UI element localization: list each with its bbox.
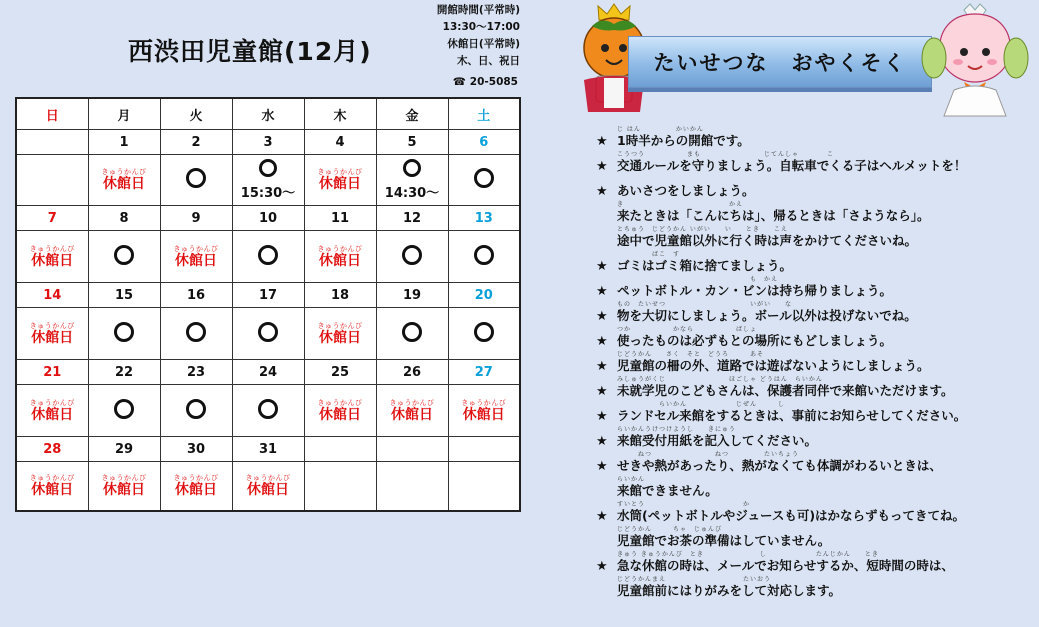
- star-bullet-icon: ★: [596, 184, 608, 199]
- calendar-status-cell: [160, 155, 232, 206]
- closed-days-label: 休館日(平常時): [447, 38, 520, 50]
- rule-line: [617, 226, 1036, 251]
- closed-day-label: [161, 246, 232, 268]
- rule-text: 途中で児童館以外に行く時は声をかけてくださいね。: [617, 233, 918, 248]
- rule-ruby: すいとう か: [617, 501, 751, 508]
- open-day-circle-icon: [186, 399, 206, 419]
- telephone-icon: ☎: [452, 76, 466, 88]
- calendar-date-cell: 28: [16, 437, 88, 462]
- closed-day-word: 休館日: [31, 329, 74, 346]
- rule-ruby: も かえ: [617, 276, 779, 283]
- calendar-status-cell: [448, 385, 520, 437]
- rule-ruby: とちゅう じどうかん いがい い とき こえ: [617, 226, 788, 233]
- closed-days-value: 木、日、祝日: [457, 55, 520, 67]
- star-bullet-icon: ★: [596, 384, 608, 399]
- rule-item: [596, 276, 1036, 301]
- rule-line: [617, 326, 1036, 351]
- rule-line: [617, 576, 1036, 601]
- star-bullet-icon: ★: [596, 309, 608, 324]
- calendar-status-cell: [376, 385, 448, 437]
- closed-day-ruby: きゅうかんび: [245, 474, 291, 482]
- closed-day-word: 休館日: [319, 252, 361, 269]
- peach-princess-mascot-icon: [920, 2, 1030, 117]
- rule-item: [596, 151, 1036, 176]
- rule-text: あいさつをしましょう。: [617, 183, 755, 198]
- calendar-date-cell: 31: [232, 437, 304, 462]
- calendar-date-cell: 15: [88, 283, 160, 308]
- calendar-status-cell: [88, 231, 160, 283]
- closed-day-word: 休館日: [31, 406, 74, 423]
- calendar-status-cell: [448, 155, 520, 206]
- rule-text: 来たときは「こんにちは」、帰るときは「さようなら」。: [617, 208, 930, 223]
- rule-item: [596, 301, 1036, 326]
- closed-day-ruby: きゅうかんび: [29, 398, 75, 407]
- weekday-sun: 日: [16, 98, 88, 130]
- rule-ruby: つか かなら ばしょ: [617, 326, 758, 333]
- open-time-label: 15:30〜: [240, 186, 296, 201]
- rule-text: ゴミはゴミ箱に捨てましょう。: [617, 258, 793, 273]
- promise-banner: [628, 36, 932, 88]
- calendar-status-cell: [448, 462, 520, 512]
- calendar-status-row: [16, 462, 520, 512]
- closed-day-ruby: きゅうかんび: [389, 398, 435, 407]
- rule-text: 使ったものは必ずもとの場所にもどしましょう。: [617, 333, 893, 348]
- calendar-status-cell: [376, 231, 448, 283]
- calendar-date-cell: 2: [160, 130, 232, 155]
- weekday-wed: 水: [232, 98, 304, 130]
- rule-ruby: きゅう きゅうかんび とき し たんじかん とき: [617, 551, 879, 558]
- calendar-status-cell: [304, 231, 376, 283]
- rule-ruby: らいかん じぜん し: [617, 401, 786, 408]
- rule-item: [596, 176, 1036, 251]
- open-time-label: 14:30〜: [384, 186, 440, 201]
- closed-day-label: [233, 475, 304, 497]
- rule-item: [596, 426, 1036, 451]
- calendar-status-cell: [448, 308, 520, 360]
- rule-item: [596, 501, 1036, 551]
- closed-day-label: [305, 246, 376, 268]
- rule-ruby: じどうかんまえ たいおう: [617, 576, 772, 583]
- calendar-status-cell: [160, 385, 232, 437]
- calendar-date-cell: 3: [232, 130, 304, 155]
- calendar-date-row: [16, 283, 520, 308]
- closed-day-word: 休館日: [462, 406, 505, 423]
- rule-item: [596, 376, 1036, 401]
- open-day-circle-icon: [403, 159, 421, 177]
- closed-day-word: 休館日: [247, 482, 289, 498]
- star-bullet-icon: ★: [596, 259, 608, 274]
- weekday-fri: 金: [376, 98, 448, 130]
- calendar-status-cell: [232, 155, 304, 206]
- closed-day-label: [377, 400, 448, 422]
- rule-text: ペットボトル・カン・ビンは持ち帰りましょう。: [617, 283, 893, 298]
- calendar-date-cell: 14: [16, 283, 88, 308]
- closed-day-ruby: きゅうかんび: [317, 398, 363, 407]
- calendar-status-cell: [88, 462, 160, 512]
- star-bullet-icon: ★: [596, 434, 608, 449]
- calendar-date-cell: 16: [160, 283, 232, 308]
- closed-day-ruby: きゅうかんび: [29, 474, 75, 482]
- calendar-date-cell: 19: [376, 283, 448, 308]
- calendar-date-cell: 25: [304, 360, 376, 385]
- rule-text: 来館受付用紙を記入してください。: [617, 433, 818, 448]
- calendar-date-cell: 26: [376, 360, 448, 385]
- calendar-date-cell: 7: [16, 206, 88, 231]
- closed-day-word: 休館日: [175, 252, 217, 269]
- calendar-date-cell: 23: [160, 360, 232, 385]
- rule-line: [617, 251, 1036, 276]
- closed-day-ruby: きゅうかんび: [29, 244, 75, 253]
- calendar-date-cell: 5: [376, 130, 448, 155]
- weekday-thu: 木: [304, 98, 376, 130]
- weekday-header-row: [16, 98, 520, 130]
- weekday-mon: 月: [88, 98, 160, 130]
- rule-line: [617, 301, 1036, 326]
- calendar-date-cell: [376, 437, 448, 462]
- calendar-date-cell: 12: [376, 206, 448, 231]
- closed-day-ruby: きゅうかんび: [317, 244, 363, 253]
- closed-day-label: [17, 475, 88, 497]
- star-bullet-icon: ★: [596, 284, 608, 299]
- calendar-status-cell: [232, 308, 304, 360]
- rule-ruby: じどうかん ちゃ じゅんび: [617, 526, 723, 533]
- closed-day-word: 休館日: [319, 406, 361, 423]
- calendar-status-cell: [16, 462, 88, 512]
- calendar-date-cell: 17: [232, 283, 304, 308]
- calendar-date-cell: [448, 437, 520, 462]
- calendar-date-cell: 1: [88, 130, 160, 155]
- rule-text: 1時半からの開館です。: [617, 133, 750, 148]
- calendar-status-cell: [88, 308, 160, 360]
- star-bullet-icon: ★: [596, 334, 608, 349]
- calendar-date-cell: 20: [448, 283, 520, 308]
- open-day-circle-icon: [259, 159, 277, 177]
- calendar-date-cell: 30: [160, 437, 232, 462]
- rule-line: [617, 401, 1036, 426]
- calendar-status-row: [16, 308, 520, 360]
- rule-line: [617, 451, 1036, 476]
- closed-day-label: [161, 475, 232, 497]
- calendar-status-cell: [376, 308, 448, 360]
- closed-day-label: [17, 323, 88, 345]
- closed-day-word: 休館日: [31, 482, 74, 498]
- rule-item: [596, 551, 1036, 601]
- calendar-status-cell: [232, 231, 304, 283]
- opening-hours-label: 開館時間(平常時): [436, 4, 520, 16]
- rule-text: 物を大切にしましょう。ボール以外は投げないでね。: [617, 308, 917, 323]
- calendar-date-cell: 21: [16, 360, 88, 385]
- closed-day-word: 休館日: [319, 329, 361, 346]
- rule-line: [617, 551, 1036, 576]
- calendar-date-row: [16, 130, 520, 155]
- page-title: 西渋田児童館(12月): [128, 37, 372, 66]
- rule-line: [617, 201, 1036, 226]
- closed-day-ruby: きゅうかんび: [461, 398, 507, 407]
- calendar-date-row: [16, 437, 520, 462]
- calendar-date-cell: 22: [88, 360, 160, 385]
- open-day-circle-icon: [186, 168, 206, 188]
- star-bullet-icon: ★: [596, 409, 608, 424]
- rule-item: [596, 326, 1036, 351]
- open-day-circle-icon: [186, 322, 206, 342]
- rule-line: [617, 476, 1036, 501]
- calendar-status-cell: [304, 462, 376, 512]
- rule-line: [617, 526, 1036, 551]
- rule-line: [617, 151, 1036, 176]
- calendar-status-cell: [16, 231, 88, 283]
- calendar-status-cell: [232, 462, 304, 512]
- rule-ruby: ねつ ねつ たいちょう: [617, 451, 800, 458]
- rule-ruby: みしゅうがくじ ほごしゃ どうはん らいかん: [617, 376, 823, 383]
- calendar-status-cell: [304, 385, 376, 437]
- calendar-status-row: [16, 155, 520, 206]
- calendar-status-cell: [160, 462, 232, 512]
- calendar-date-cell: 18: [304, 283, 376, 308]
- rule-item: [596, 401, 1036, 426]
- calendar-date-cell: 11: [304, 206, 376, 231]
- open-day-circle-icon: [402, 245, 422, 265]
- closed-day-label: [305, 323, 376, 345]
- closed-day-ruby: きゅうかんび: [317, 168, 363, 176]
- open-day-circle-icon: [258, 322, 278, 342]
- rule-ruby: じどうかん さく そと どうろ あそ: [617, 351, 765, 358]
- rule-text: 交通ルールを守りましょう。自転車でくる子はヘルメットを！: [617, 158, 967, 173]
- calendar-date-cell: 27: [448, 360, 520, 385]
- closed-day-word: 休館日: [175, 482, 217, 498]
- weekday-tue: 火: [160, 98, 232, 130]
- open-day-circle-icon: [474, 168, 494, 188]
- rule-line: [617, 426, 1036, 451]
- star-bullet-icon: ★: [596, 159, 608, 174]
- phone-text: 20-5085: [469, 76, 518, 88]
- rule-item: [596, 126, 1036, 151]
- rule-ruby: き かえ: [617, 201, 744, 208]
- monthly-calendar: [15, 97, 521, 512]
- opening-hours-value: 13:30〜17:00: [442, 21, 520, 33]
- closed-day-label: [305, 169, 376, 191]
- calendar-status-cell: [376, 155, 448, 206]
- rule-ruby: らいかん: [617, 476, 646, 483]
- calendar-status-cell: [160, 308, 232, 360]
- rule-line: [617, 276, 1036, 301]
- calendar-date-row: [16, 206, 520, 231]
- star-bullet-icon: ★: [596, 134, 608, 149]
- rule-text: 水筒(ペットボトルやジュースも可)はかならずもってきてね。: [617, 508, 966, 523]
- calendar-status-cell: [16, 155, 88, 206]
- rule-line: [617, 351, 1036, 376]
- rule-ruby: もの たいせつ いがい な: [617, 301, 793, 308]
- closed-day-ruby: きゅうかんび: [101, 168, 147, 176]
- rule-text: 未就学児のこどもさんは、保護者同伴で来館いただけます。: [617, 383, 954, 398]
- calendar-date-cell: [304, 437, 376, 462]
- closed-day-label: [305, 400, 376, 422]
- calendar-date-row: [16, 360, 520, 385]
- calendar-date-cell: [16, 130, 88, 155]
- star-bullet-icon: ★: [596, 459, 608, 474]
- closed-day-label: [17, 246, 88, 268]
- hours-info: [410, 2, 520, 70]
- closed-day-label: [89, 169, 160, 191]
- calendar-date-cell: 8: [88, 206, 160, 231]
- closed-day-word: 休館日: [319, 176, 361, 192]
- calendar-status-cell: [304, 308, 376, 360]
- calendar-date-cell: 29: [88, 437, 160, 462]
- closed-day-label: [449, 400, 520, 422]
- rule-item: [596, 251, 1036, 276]
- calendar-date-cell: 24: [232, 360, 304, 385]
- open-day-circle-icon: [114, 399, 134, 419]
- rule-line: [617, 176, 1036, 201]
- calendar-status-cell: [448, 231, 520, 283]
- open-day-circle-icon: [474, 322, 494, 342]
- calendar-date-cell: 4: [304, 130, 376, 155]
- open-day-circle-icon: [114, 245, 134, 265]
- calendar-status-cell: [160, 231, 232, 283]
- rule-text: 児童館前にはりがみをして対応します。: [617, 583, 842, 598]
- calendar-date-cell: 13: [448, 206, 520, 231]
- calendar-date-cell: 10: [232, 206, 304, 231]
- closed-day-word: 休館日: [103, 482, 145, 498]
- calendar-status-cell: [16, 308, 88, 360]
- calendar-date-cell: 6: [448, 130, 520, 155]
- rule-text: ランドセル来館をするときは、事前にお知らせしてください。: [617, 408, 967, 423]
- rule-item: [596, 451, 1036, 501]
- open-day-circle-icon: [258, 399, 278, 419]
- closed-day-ruby: きゅうかんび: [29, 321, 75, 330]
- closed-day-word: 休館日: [103, 176, 145, 192]
- rule-line: [617, 126, 1036, 151]
- closed-day-label: [89, 475, 160, 497]
- calendar-status-cell: [304, 155, 376, 206]
- calendar-status-cell: [16, 385, 88, 437]
- star-bullet-icon: ★: [596, 359, 608, 374]
- closed-day-ruby: きゅうかんび: [173, 244, 219, 253]
- calendar-status-cell: [232, 385, 304, 437]
- calendar-status-cell: [376, 462, 448, 512]
- open-day-circle-icon: [474, 245, 494, 265]
- calendar-date-cell: 9: [160, 206, 232, 231]
- phone-number: [453, 76, 518, 88]
- open-day-circle-icon: [402, 322, 422, 342]
- closed-day-word: 休館日: [31, 252, 74, 269]
- rule-text: 急な休館の時は、メールでお知らせするか、短時間の時は、: [617, 558, 954, 573]
- star-bullet-icon: ★: [596, 509, 608, 524]
- rule-item: [596, 351, 1036, 376]
- open-day-circle-icon: [114, 322, 134, 342]
- calendar-status-row: [16, 231, 520, 283]
- banner-text: たいせつな おやくそく: [653, 51, 907, 75]
- rule-text: 児童館の柵の外、道路では遊ばないようにしましょう。: [617, 358, 930, 373]
- rule-text: 児童館でお茶の準備はしていません。: [617, 533, 831, 548]
- closed-day-label: [17, 400, 88, 422]
- rule-text: せきや熱があったり、熱がなくても体調がわるいときは、: [617, 458, 942, 473]
- rule-text: 来館できません。: [617, 483, 718, 498]
- open-day-circle-icon: [258, 245, 278, 265]
- rule-ruby: こうつう まも じてんしゃ こ: [617, 151, 835, 158]
- rule-line: [617, 376, 1036, 401]
- weekday-sat: 土: [448, 98, 520, 130]
- rule-ruby: じ はん かいかん: [617, 126, 704, 133]
- star-bullet-icon: ★: [596, 559, 608, 574]
- closed-day-ruby: きゅうかんび: [173, 474, 219, 482]
- rule-line: [617, 501, 1036, 526]
- rules-list: [596, 126, 1036, 601]
- closed-day-word: 休館日: [391, 406, 433, 423]
- calendar-status-cell: [88, 385, 160, 437]
- closed-day-ruby: きゅうかんび: [317, 321, 363, 330]
- calendar-status-cell: [88, 155, 160, 206]
- closed-day-ruby: きゅうかんび: [101, 474, 147, 482]
- rule-ruby: ばこ す: [617, 251, 681, 258]
- calendar-status-row: [16, 385, 520, 437]
- rule-ruby: らいかんうけつけようし きにゅう: [617, 426, 736, 433]
